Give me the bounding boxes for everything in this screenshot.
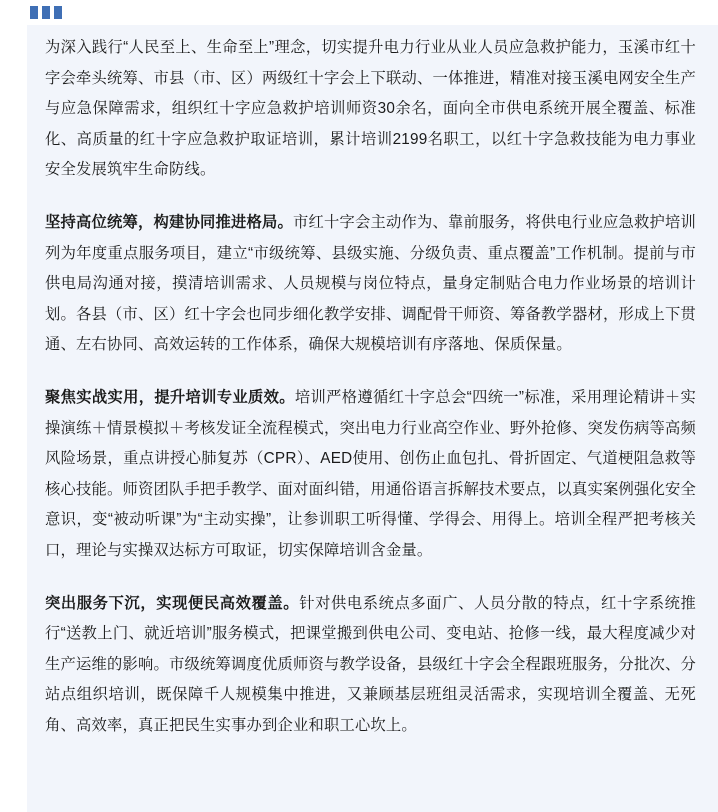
paragraph-lead: 突出服务下沉，实现便民高效覆盖。 (45, 594, 300, 612)
article-body (25, 25, 718, 812)
paragraph-lead: 坚持高位统筹，构建协同推进格局。 (45, 213, 293, 231)
decorative-marks (30, 6, 62, 19)
paragraph-text: 针对供电系统点多面广、人员分散的特点，红十字系统推行“送教上门、就近培训”服务模式，把课堂搬到供电公司、变电站、抢修一线，最大程度减少对生产运维的影响。市级统筹调度优质师资与教学设备，县级红十字会全程跟班服务，分批次、分站点组织培训，既保障千人规模集中推进，又兼顾基层班组灵活需求，实现培训全覆盖、无死角、高效率，真正把民生实事办到企业和职工心坎上。 (45, 594, 696, 734)
mark-icon (42, 6, 50, 19)
paragraph-2 (45, 208, 696, 361)
paragraph-1 (45, 33, 696, 186)
paragraph-text: 培训严格遵循红十字总会“四统一”标准，采用理论精讲＋实操演练＋情景模拟＋考核发证全流程模式，突出电力行业高空作业、野外抢修、突发伤病等高频风险场景，重点讲授心肺复苏（CPR）、AED使用、创伤止血包扎、骨折固定、气道梗阻急救等核心技能。师资团队手把手教学、面对面纠错，用通俗语言拆解技术要点，以真实案例强化安全意识，变“被动听课”为“主动实操”，让参训职工听得懂、学得会、用得上。培训全程严把考核关口，理论与实操双达标方可取证，切实保障培训含金量。 (45, 388, 697, 559)
paragraph-3 (45, 383, 696, 567)
paragraph-4 (45, 589, 696, 742)
paragraph-lead: 聚焦实战实用，提升培训专业质效。 (45, 388, 295, 406)
paragraph-text: 市红十字会主动作为、靠前服务，将供电行业应急救护培训列为年度重点服务项目，建立“市级统筹、县级实施、分级负责、重点覆盖”工作机制。提前与市供电局沟通对接，摸清培训需求、人员规模与岗位特点，量身定制贴合电力作业场景的培训计划。各县（市、区）红十字会也同步细化教学安排、调配骨干师资、筹备教学器材，形成上下贯通、左右协同、高效运转的工作体系，确保大规模培训有序落地、保质保量。 (45, 213, 696, 354)
paragraph-text: 为深入践行“人民至上、生命至上”理念，切实提升电力行业从业人员应急救护能力，玉溪市红十字会牵头统筹、市县（市、区）两级红十字会上下联动、一体推进，精准对接玉溪电网安全生产与应急保障需求，组织红十字应急救护培训师资30余名，面向全市供电系统开展全覆盖、标准化、高质量的红十字应急救护取证培训，累计培训2199名职工，以红十字急救技能为电力事业安全发展筑牢生命防线。 (45, 39, 696, 179)
mark-icon (54, 6, 62, 19)
mark-icon (30, 6, 38, 19)
left-margin (0, 0, 25, 812)
